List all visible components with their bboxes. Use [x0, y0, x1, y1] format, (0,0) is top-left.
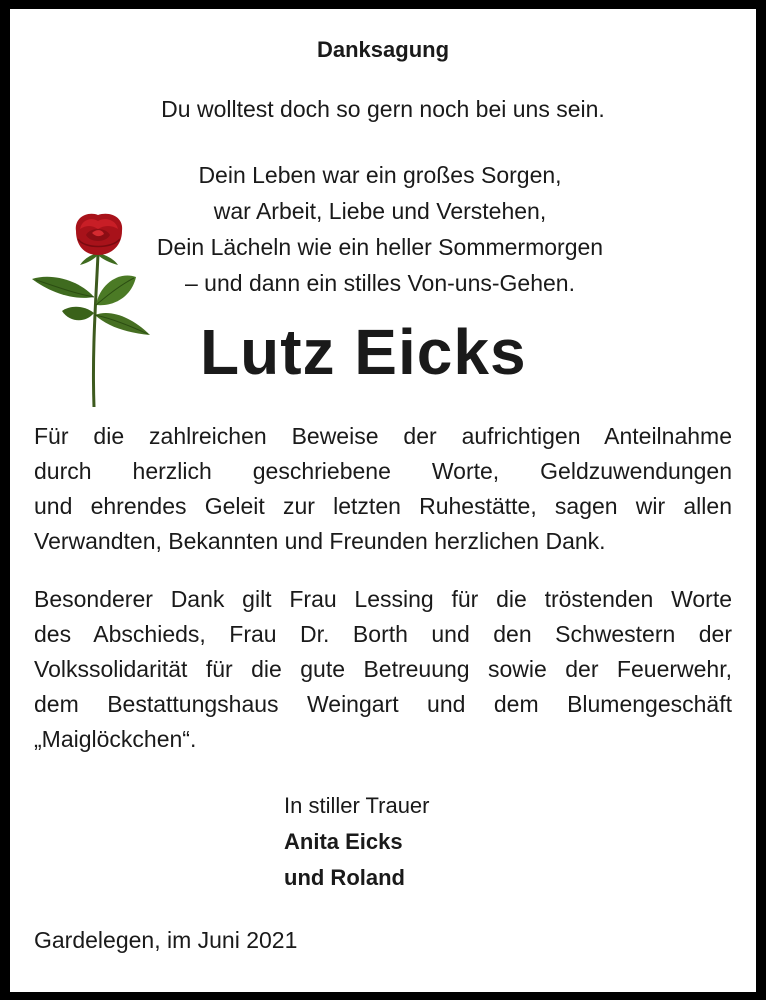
- signoff-intro: In stiller Trauer: [284, 793, 430, 818]
- thanks-paragraph: [34, 419, 732, 559]
- paragraph-line: und ehrendes Geleit zur letzten Ruhestätte, sagen wir allen: [34, 493, 732, 519]
- place-date: Gardelegen, im Juni 2021: [34, 927, 298, 953]
- paragraph-line: dem Bestattungshaus Weingart und dem Blumengeschäft: [34, 691, 732, 717]
- signoff-name: und Roland: [284, 865, 405, 890]
- paragraph-line: des Abschieds, Frau Dr. Borth und den Schwestern der: [34, 621, 732, 647]
- paragraph-line: durch herzlich geschriebene Worte, Geldzuwendungen: [34, 458, 732, 484]
- poem-line: war Arbeit, Liebe und Verstehen,: [213, 198, 547, 224]
- red-rose-icon: [28, 209, 153, 409]
- obituary-notice: [10, 9, 756, 992]
- paragraph-line: Verwandten, Bekannten und Freunden herzlichen Dank.: [34, 528, 606, 554]
- paragraph-line: „Maiglöckchen“.: [34, 726, 197, 752]
- paragraph-line: Volkssolidarität für die gute Betreuung sowie der Feuerwehr,: [34, 656, 732, 682]
- special-thanks-paragraph: [34, 582, 732, 757]
- deceased-name: Lutz Eicks: [200, 316, 527, 388]
- notice-heading: Danksagung: [316, 37, 450, 62]
- signoff: [284, 788, 430, 896]
- verse-intro: Du wolltest doch so gern noch bei uns sein.: [161, 96, 605, 122]
- poem-line: Dein Leben war ein großes Sorgen,: [198, 162, 562, 188]
- poem-line: – und dann ein stilles Von-uns-Gehen.: [185, 270, 575, 296]
- paragraph-line: Für die zahlreichen Beweise der aufrichtigen Anteilnahme: [34, 423, 732, 449]
- signoff-name: Anita Eicks: [284, 829, 403, 854]
- paragraph-line: Besonderer Dank gilt Frau Lessing für die tröstenden Worte: [34, 586, 732, 612]
- poem: [120, 157, 640, 301]
- poem-line: Dein Lächeln wie ein heller Sommermorgen: [156, 234, 604, 260]
